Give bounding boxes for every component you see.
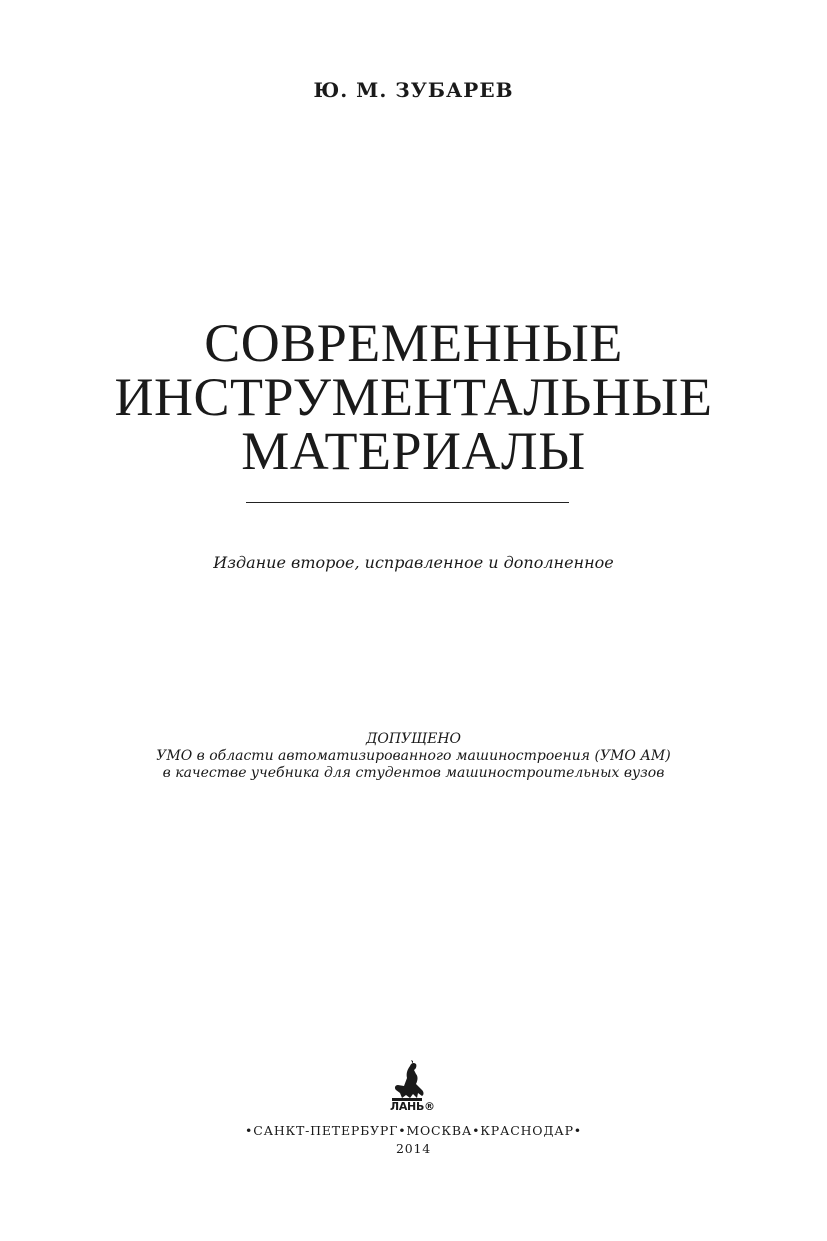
publisher-logo-text: ЛАНЬ® xyxy=(390,1100,435,1113)
title-line-2: ИНСТРУМЕНТАЛЬНЫЕ xyxy=(114,367,713,427)
approval-line-2: в качестве учебника для студентов машиностроительных вузов xyxy=(162,765,665,781)
approval-block xyxy=(0,731,827,782)
approval-line-1: УМО в области автоматизированного машиностроения (УМО АМ) xyxy=(156,748,671,764)
title-divider xyxy=(246,502,569,503)
title-line-3: МАТЕРИАЛЫ xyxy=(241,421,586,481)
author-name: Ю. М. ЗУБАРЕВ xyxy=(313,78,514,102)
title-line-1: СОВРЕМЕННЫЕ xyxy=(204,313,623,373)
edition-note: Издание второе, исправленное и дополненное xyxy=(213,553,614,572)
book-title xyxy=(0,313,827,481)
publication-year: 2014 xyxy=(395,1141,431,1156)
approval-heading: ДОПУЩЕНО xyxy=(365,731,462,747)
publisher-cities: •САНКТ-ПЕТЕРБУРГ•МОСКВА•КРАСНОДАР• xyxy=(245,1123,582,1138)
